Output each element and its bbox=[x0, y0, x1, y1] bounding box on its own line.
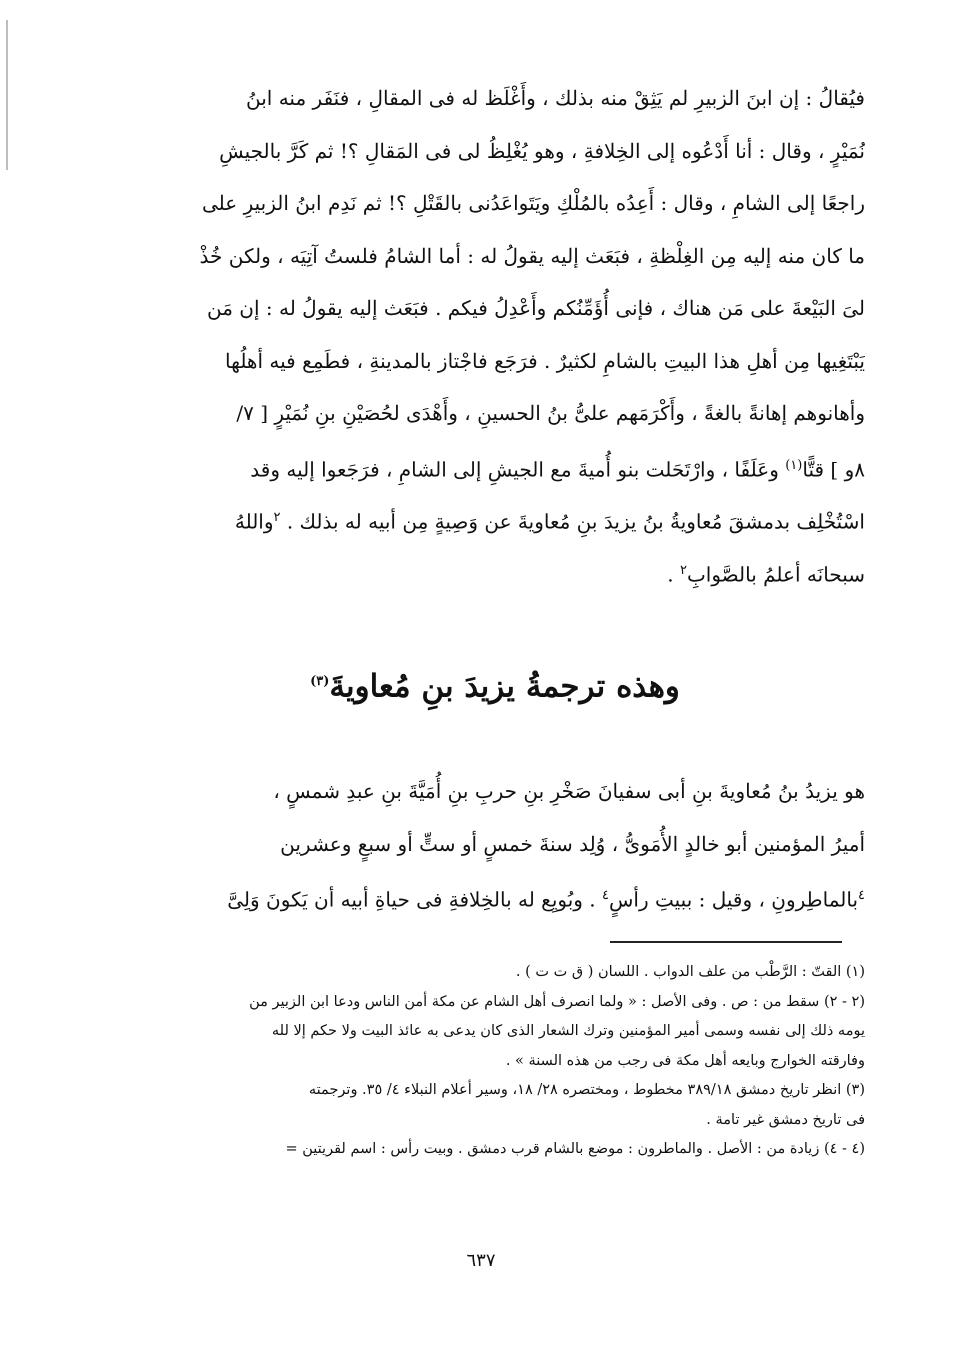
text-segment: واللهُ bbox=[234, 509, 274, 534]
footnote-line: (٢ - ٢) سقط من : ص . وفى الأصل : « ولما انصرف أهل الشام عن مكة أمن الناس ودعا ابن الزبير من bbox=[249, 993, 865, 1010]
section-heading bbox=[125, 652, 865, 716]
text-segment: . وبُويِع له بالخِلافةِ فى حياةِ أبيه أن يَكونَ وَلِىَّ bbox=[227, 887, 596, 912]
scan-edge-mark bbox=[6, 20, 8, 170]
page-number: ٦٣٧ bbox=[466, 1250, 496, 1271]
heading-text: وهذه ترجمةُ يزيدَ بنِ مُعاويةَ bbox=[329, 668, 680, 705]
footnote-ref: (٣) bbox=[310, 674, 330, 689]
folio-marker: ٨و ] bbox=[830, 457, 865, 482]
text-segment: اسْتُخْلِف بدمشقَ مُعاويةُ بنُ يزيدَ بنِ مُعاويةَ عن وَصِيةٍ مِن أبيه له بذلك . bbox=[286, 509, 865, 534]
footnote-line: (٣) انظر تاريخ دمشق ٣٨٩/١٨ مخطوط ، ومختصره ٢٨/ ١٨، وسير أعلام النبلاء ٤/ ٣٥. وترجمته bbox=[308, 1082, 865, 1098]
footnote-ref: ٤ bbox=[858, 888, 865, 903]
text-segment: وعَلَفًا ، وارْتَحَلت بنو أُميةَ مع الجيشِ إلى الشامِ ، فرَجَعوا إليه وقد bbox=[250, 457, 779, 482]
footnote-line: يومه ذلك إلى نفسه وسمى أمير المؤمنين وترك الشعار الذى كان يدعى به عائذ البيت ولا حكم إلا لله bbox=[271, 1023, 865, 1039]
footnote-ref: ٢ bbox=[273, 510, 281, 525]
text-line: ما كان منه إليه مِن الغِلْظةِ ، فبَعَث إليه يقولُ له : أما الشامُ فلستُ آتِيَه ، ولكن خُذْ bbox=[199, 243, 865, 268]
text-line bbox=[125, 870, 865, 923]
text-line: يَبْتَغِيها مِن أهلِ هذا البيتِ بالشامِ لكثيرٌ . فرَجَع فاجْتاز بالمدينةِ ، فطَمِع فيه أهلُها bbox=[225, 348, 865, 373]
footnote-ref: (١) bbox=[785, 457, 803, 473]
footnote-line: (٤ - ٤) زيادة من : الأصل . والماطرون : موضع بالشام قرب دمشق . وبيت رأس : اسم لقريتين = bbox=[285, 1141, 865, 1157]
text-line bbox=[125, 440, 865, 493]
footnote-line: (١) القتّ : الرَّطْب من علف الدواب . اللسان ( ق ت ت ) . bbox=[515, 964, 865, 980]
body-paragraph-2 bbox=[125, 765, 865, 923]
footnote-ref: ٢ bbox=[679, 562, 687, 578]
footnote-line: فى تاريخ دمشق غير تامة . bbox=[706, 1111, 865, 1128]
text-line: وأهانوهم إهانةً بالغةً ، وأَكْرَمَهم علىُّ بنُ الحسينِ ، وأَهْدَى لحُصَيْنِ بنِ نُمَيْرٍ [ ٧/ bbox=[236, 401, 865, 425]
footnote-ref: ٤ bbox=[602, 888, 610, 903]
text-segment: بالماطِرونِ ، وقيل : ببيتِ رأسٍ bbox=[609, 887, 859, 912]
text-line: هو يزيدُ بنُ مُعاويةَ بنِ أبى سفيانَ صَخْرِ بنِ حربِ بنِ أُمَيَّةَ بنِ عبدِ شمسٍ ، bbox=[273, 779, 865, 803]
footnote-line: وفارقته الخوارج وبايعه أهل مكة فى رجب من هذه السنة » . bbox=[505, 1052, 865, 1069]
text-segment: قتًّا bbox=[802, 457, 825, 482]
body-paragraph-1 bbox=[125, 72, 865, 597]
text-line: راجعًا إلى الشامِ ، وقال : أَعِدُه بالمُلْكِ ويَتَواعَدُنى بالقَتْلِ ؟! ثم نَدِم ابنُ الزبيرِ على bbox=[201, 191, 865, 215]
text-line bbox=[125, 545, 865, 598]
text-segment: سبحانَه أعلمُ بالصَّوابِ bbox=[686, 562, 865, 587]
text-segment: . bbox=[667, 562, 674, 587]
text-line: لىَ البَيْعةَ على مَن هناك ، فإنى أُؤَمِّنُكم وأَعْدِلُ فيكم . فبَعَث إليه يقولُ له : إن مَن bbox=[207, 296, 865, 320]
text-line: فيُقالُ : إن ابنَ الزبيرِ لم يَثِقْ منه بذلك ، وأَغْلَظ له فى المقالِ ، فنَفَر منه ابنُ bbox=[246, 86, 865, 110]
text-line: نُمَيْرٍ ، وقال : أنا أَدْعُوه إلى الخِلافةِ ، وهو يُغْلِظُ لى فى المَقالِ ؟! ثم كَرَّ بالجيشِ bbox=[219, 138, 865, 163]
text-line bbox=[125, 492, 865, 545]
footnotes bbox=[125, 958, 865, 1165]
footnote-divider bbox=[610, 941, 842, 943]
text-line: أميرُ المؤمنين أبو خالدٍ الأُمَوىُّ ، وُلِد سنةَ خمسٍ أو ستٍّ أو سبعٍ وعشرين bbox=[280, 831, 865, 856]
